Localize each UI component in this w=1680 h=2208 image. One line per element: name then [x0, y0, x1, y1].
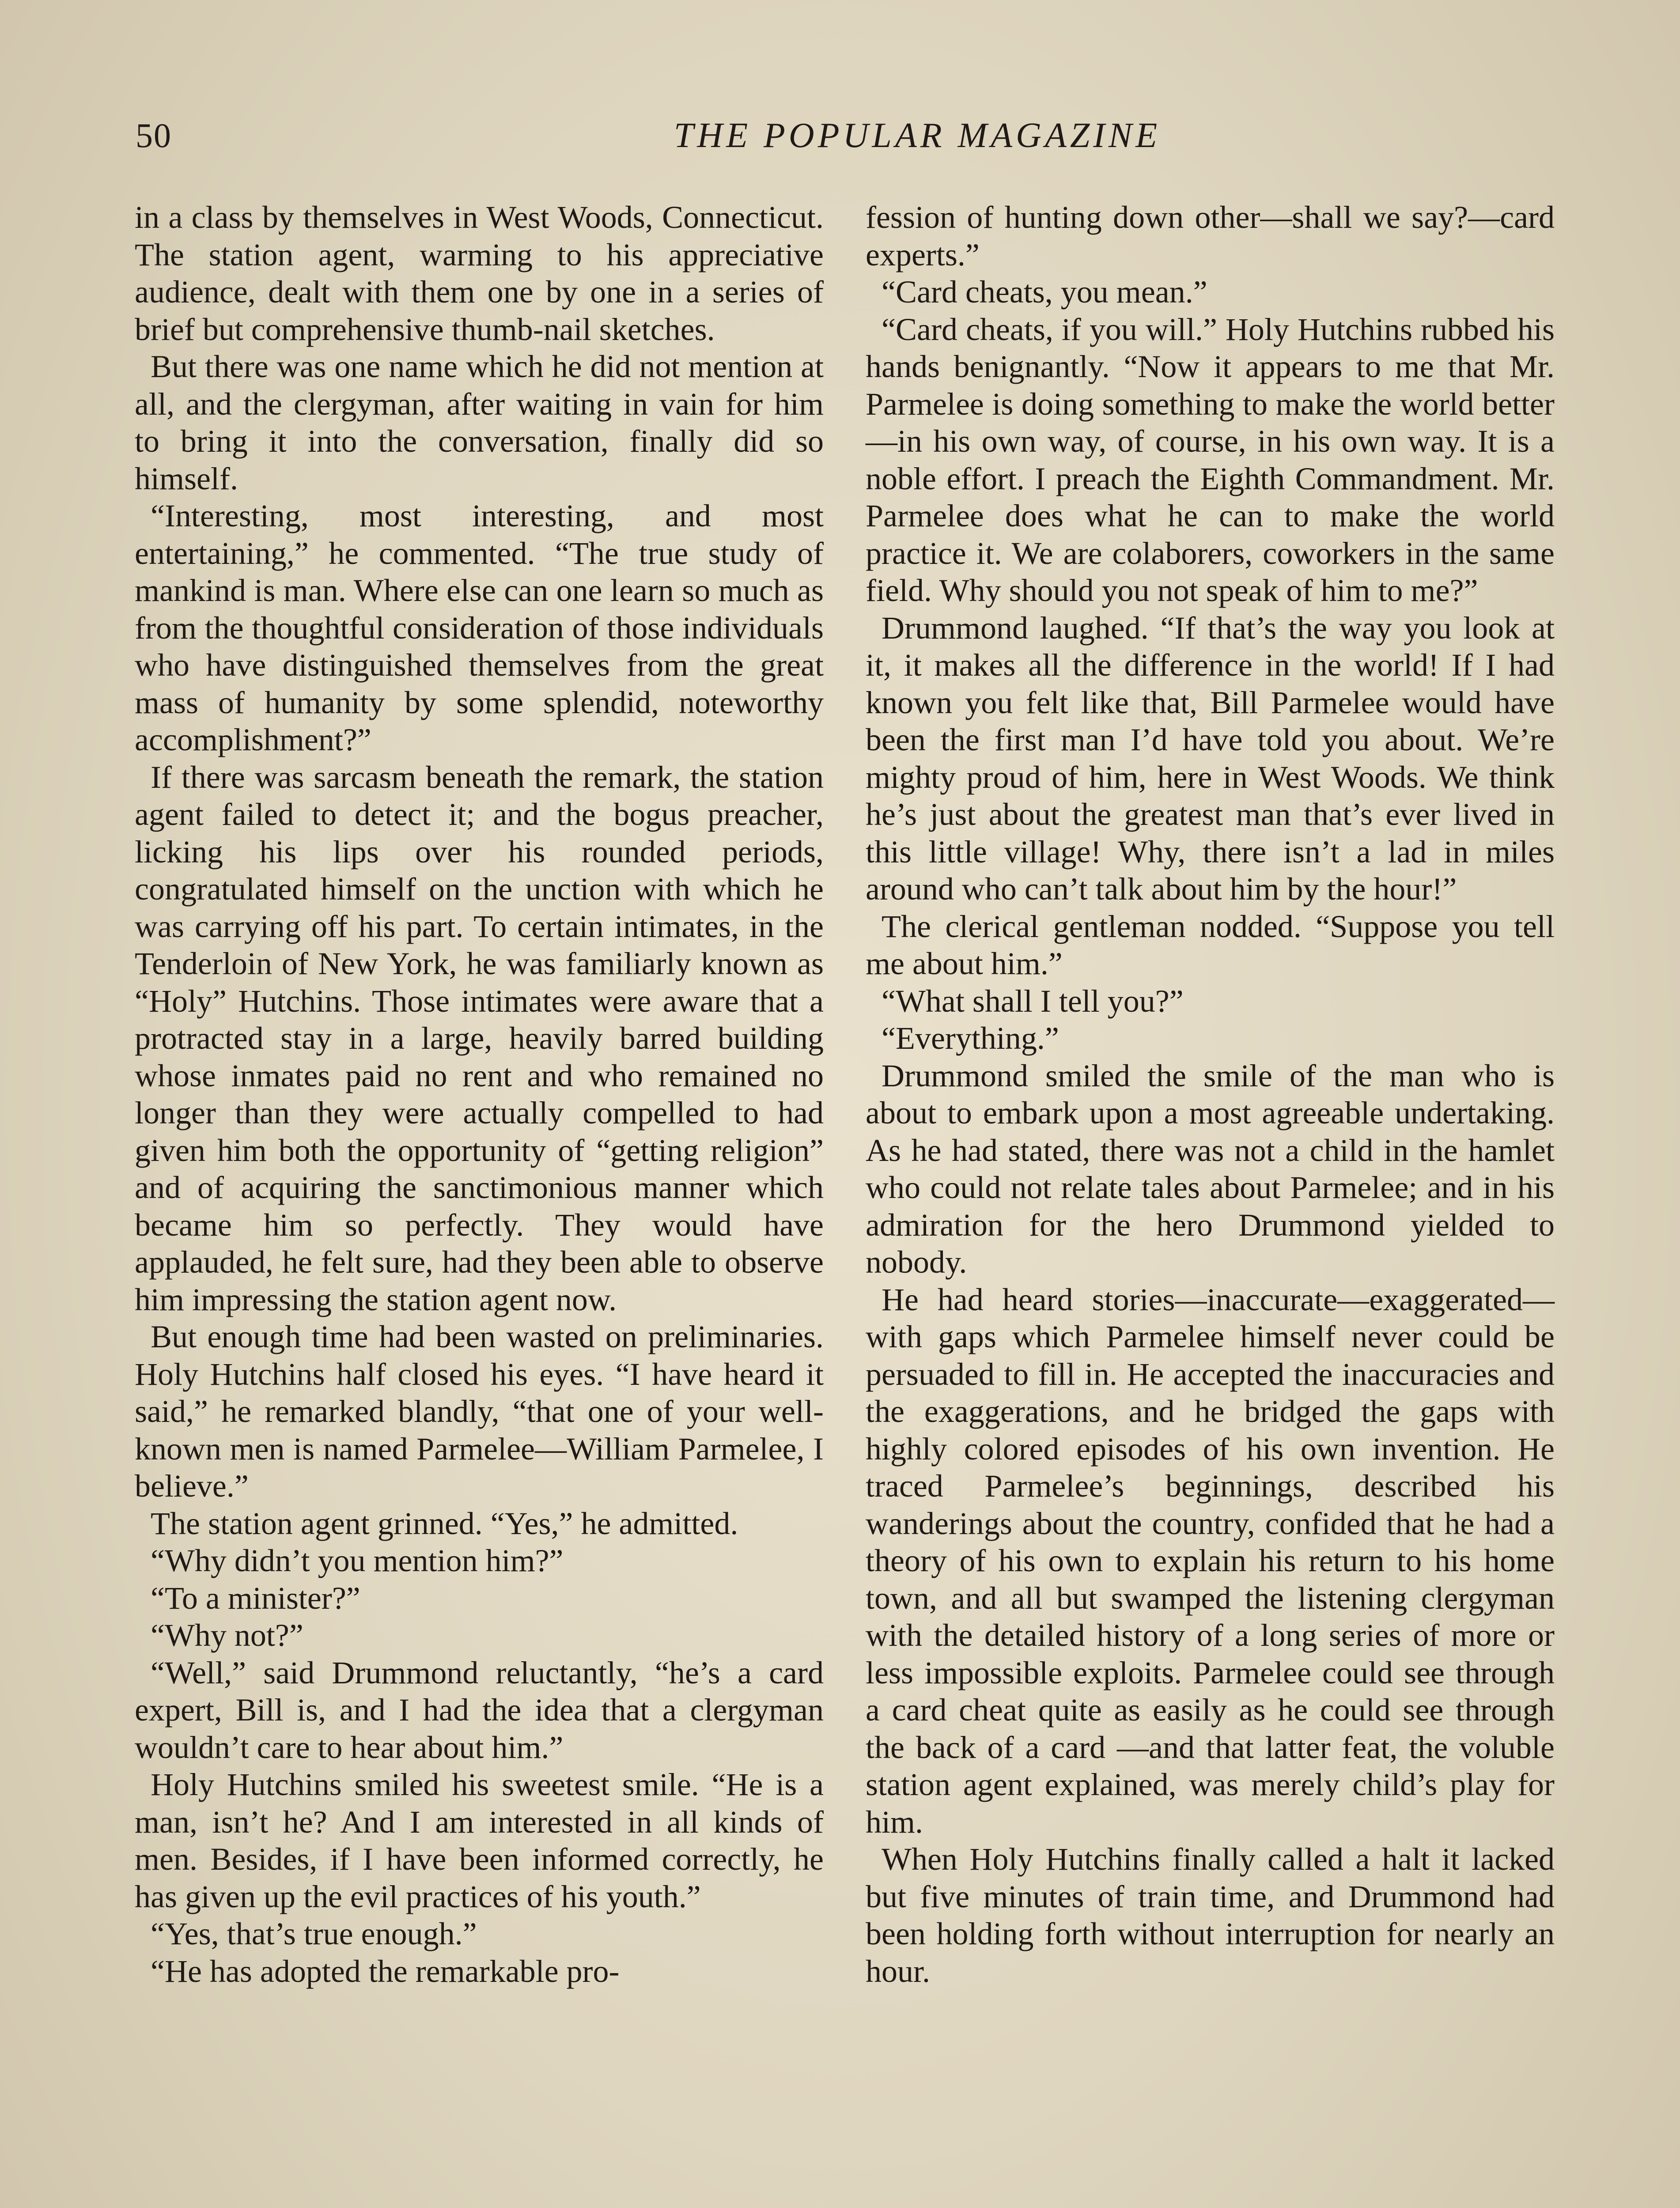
running-title: THE POPULAR MAGAZINE: [674, 116, 1161, 155]
paragraph: “Well,” said Drummond reluctantly, “he’s a card expert, Bill is, and I had the idea that a clergyman wouldn’t care to hear about him.”: [135, 1655, 824, 1765]
paragraph: “To a minister?”: [151, 1580, 360, 1616]
page-number: 50: [136, 116, 172, 155]
paragraph: “Everything.”: [882, 1021, 1059, 1056]
paragraph: “Why didn’t you mention him?”: [151, 1543, 564, 1578]
paragraph: Drummond laughed. “If that’s the way you look at it, it makes all the difference in the world! If I had known you felt like that, Bill Parmelee would have been the first man I’d have told you about. We’re mighty proud of him, here in West Woods. We think he’s just about the greatest man that’s ever lived in this little village! Why, there isn’t a lad in miles around who can’t talk about him by the hour!”: [866, 610, 1555, 907]
paragraph: The station agent grinned. “Yes,” he admitted.: [151, 1505, 738, 1541]
paragraph: If there was sarcasm beneath the remark, the station agent failed to detect it; and the bogus preacher, licking his lips over his rounded periods, congratulated himself on the unction with which he was carrying off his part. To certain intimates, in the Tenderloin of New York, he was familiarly known as “Holy” Hutchins. Those intimates were aware that a protracted stay in a large, heavily barred building whose inmates paid no rent and who remained no longer than they were actually compelled to had given him both the opportunity of “getting religion” and of acquiring the sanctimonious manner which became him so perfectly. They would have applauded, he felt sure, had they been able to observe him impressing the station agent now.: [135, 759, 824, 1317]
paragraph: But there was one name which he did not mention at all, and the clergyman, after waiting in vain for him to bring it into the conversation, finally did so himself.: [135, 349, 824, 496]
paragraph: “He has adopted the remarkable pro-: [151, 1953, 620, 1989]
paragraph: “What shall I tell you?”: [882, 983, 1184, 1019]
paragraph: “Interesting, most interesting, and most entertaining,” he commented. “The true study of mankind is man. Where else can one learn so much as from the thoughtful consideration of those individuals who have distinguished themselves from the great mass of humanity by some splendid, noteworthy accomplishment?”: [135, 498, 824, 757]
paragraph: fession of hunting down other—shall we say?—card experts.”: [866, 200, 1555, 272]
page-header: [136, 116, 1549, 169]
paragraph: “Why not?”: [151, 1618, 303, 1653]
paragraph: in a class by themselves in West Woods, Connecticut. The station agent, warming to his appreciative audience, dealt with them one by one in a series of brief but comprehensive thumb-nail sketches.: [135, 200, 824, 347]
paragraph: But enough time had been wasted on preliminaries. Holy Hutchins half closed his eyes. “I have heard it said,” he remarked blandly, “that one of your well-known men is named Parmelee—William Parmelee, I believe.”: [135, 1319, 824, 1504]
paragraph: When Holy Hutchins finally called a halt it lacked but five minutes of train time, and Drummond had been holding forth without interruption for nearly an hour.: [866, 1841, 1555, 1989]
paragraph: Holy Hutchins smiled his sweetest smile. “He is a man, isn’t he? And I am interested in all kinds of men. Besides, if I have been informed correctly, he has given up the evil practices of his youth.”: [135, 1767, 824, 1914]
paragraph: The clerical gentleman nodded. “Suppose you tell me about him.”: [866, 908, 1555, 981]
paragraph: “Card cheats, you mean.”: [882, 274, 1207, 310]
paragraph: He had heard stories—inaccurate—exaggerated—with gaps which Parmelee himself never could be persuaded to fill in. He accepted the inaccuracies and the exaggerations, and he bridged the gaps with highly colored episodes of his own invention. He traced Parmelee’s beginnings, described his wanderings about the country, confided that he had a theory of his own to explain his return to his home town, and all but swamped the listening clergyman with the detailed history of a long series of more or less impossible exploits. Parmelee could see through a card cheat quite as easily as he could see through the back of a card —and that latter feat, the voluble station agent explained, was merely child’s play for him.: [866, 1282, 1555, 1840]
paragraph: Drummond smiled the smile of the man who is about to embark upon a most agreeable undertaking. As he had stated, there was not a child in the hamlet who could not relate tales about Parmelee; and in his admiration for the hero Drummond yielded to nobody.: [866, 1058, 1555, 1280]
paragraph: “Card cheats, if you will.” Holy Hutchins rubbed his hands benignantly. “Now it appears to me that Mr. Parmelee is doing something to make the world better—in his own way, of course, in his own way. It is a noble effort. I preach the Eighth Commandment. Mr. Parmelee does what he can to make the world practice it. We are colaborers, coworkers in the same field. Why should you not speak of him to me?”: [866, 311, 1555, 608]
right-column: [866, 199, 1555, 1990]
left-column: [135, 199, 824, 1990]
paragraph: “Yes, that’s true enough.”: [151, 1916, 477, 1951]
